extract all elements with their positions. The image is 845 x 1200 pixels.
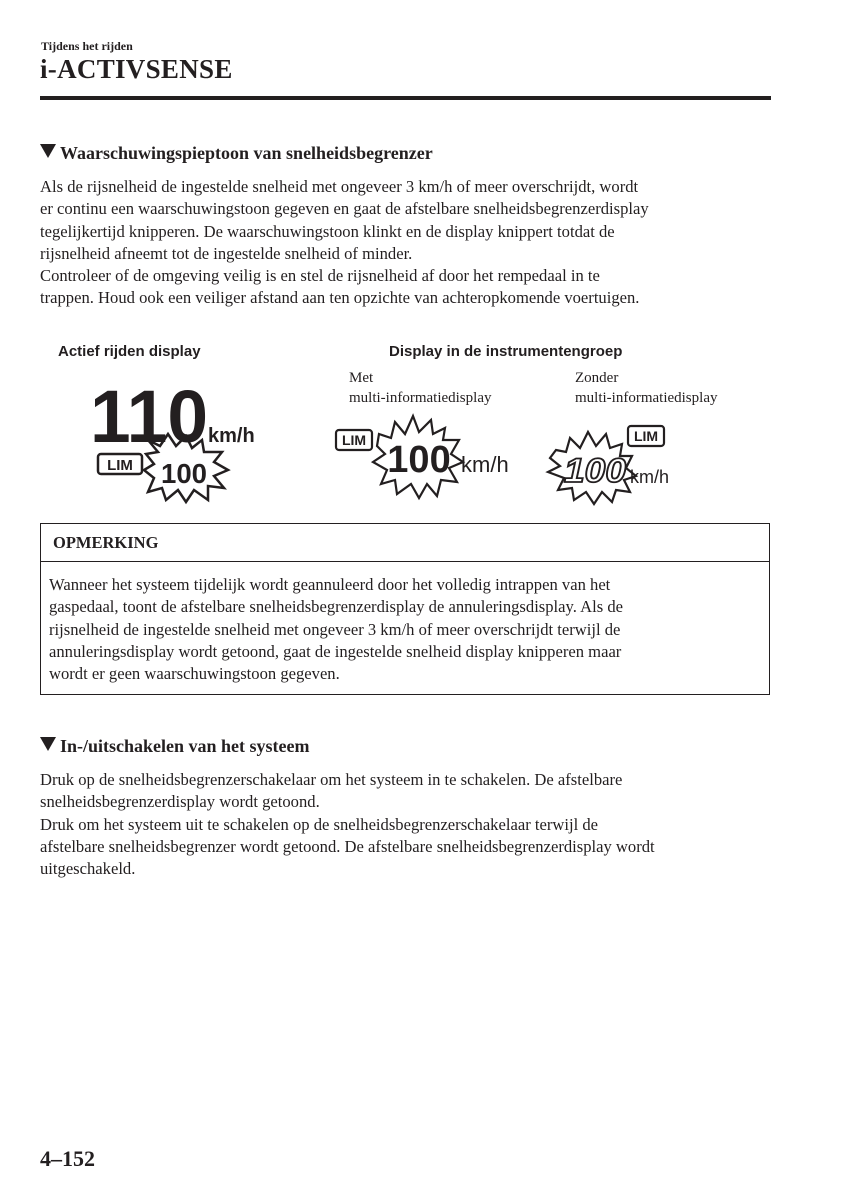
note-heading: OPMERKING <box>41 524 769 562</box>
text-line: trappen. Houd ook een veiliger afstand aan ten opzichte van achteropkomende voertuigen. <box>40 288 640 308</box>
set-speed-digits: 100 <box>161 458 207 489</box>
section-title-warning <box>40 143 433 164</box>
section-triangle-icon <box>40 737 56 751</box>
text-line: Controleer of de omgeving veilig is en stel de rijsnelheid af door het rempedaal in te <box>40 266 600 286</box>
active-driving-display-illustration <box>90 375 280 503</box>
text-line: Druk op de snelheidsbegrenzerschakelaar om het systeem in te schakelen. De afstelbare <box>40 770 623 789</box>
active-driving-label: Actief rijden display <box>58 343 201 360</box>
text-line: snelheidsbegrenzerdisplay wordt getoond. <box>40 792 320 812</box>
current-speed-unit: km/h <box>208 425 255 447</box>
without-mid-line: Zonder <box>575 370 619 386</box>
without-mid-label <box>575 368 717 408</box>
text-line: afstelbare snelheidsbegrenzer wordt getoond. De afstelbare snelheidsbegrenzerdisplay wordt <box>40 836 655 856</box>
onoff-paragraph <box>40 769 775 880</box>
text-line: annuleringsdisplay wordt getoond, gaat de ingestelde snelheid display knipperen maar <box>49 641 622 661</box>
cluster-label: Display in de instrumentengroep <box>389 343 623 360</box>
without-mid-line: multi-informatiedisplay <box>575 390 718 406</box>
section-title-text: Waarschuwingspieptoon van snelheidsbegrenzer <box>60 143 433 163</box>
set-speed-digits: 100 <box>564 452 627 490</box>
running-header: Tijdens het rijden <box>41 39 133 53</box>
text-line: rijsnelheid afneemt tot de ingestelde snelheid of minder. <box>40 243 413 263</box>
with-mid-line: Met <box>349 370 374 386</box>
section-title-text: In-/uitschakelen van het systeem <box>60 736 310 756</box>
set-speed-digits: 100 <box>387 439 451 481</box>
chapter-title: i-ACTIVSENSE <box>40 54 233 84</box>
with-mid-display-illustration <box>333 410 518 502</box>
note-text <box>49 574 765 685</box>
header-rule <box>40 96 771 100</box>
set-speed-unit: km/h <box>630 467 670 487</box>
warning-paragraph <box>40 176 775 310</box>
text-line: wordt er geen waarschuwingstoon gegeven. <box>49 664 340 684</box>
text-line: Druk om het systeem uit te schakelen op de snelheidsbegrenzerschakelaar terwijl de <box>40 814 598 834</box>
text-line: uitgeschakeld. <box>40 859 136 879</box>
text-line: rijsnelheid de ingestelde snelheid met ongeveer 3 km/h of meer overschrijdt terwijl de <box>49 619 621 639</box>
section-triangle-icon <box>40 144 56 158</box>
lim-badge-text: LIM <box>107 457 133 474</box>
set-speed-unit: km/h <box>461 452 509 477</box>
text-line: gaspedaal, toont de afstelbare snelheidsbegrenzerdisplay de annuleringsdisplay. Als de <box>49 597 623 617</box>
with-mid-line: multi-informatiedisplay <box>349 390 492 406</box>
lim-badge-text: LIM <box>633 428 659 444</box>
text-line: Als de rijsnelheid de ingestelde snelheid met ongeveer 3 km/h of meer overschrijdt, wordt <box>40 177 639 196</box>
section-title-onoff <box>40 736 310 757</box>
lim-badge-text: LIM <box>341 432 367 448</box>
note-box <box>40 523 770 695</box>
text-line: Wanneer het systeem tijdelijk wordt geannuleerd door het volledig intrappen van het <box>49 575 611 594</box>
without-mid-display-illustration <box>540 420 700 505</box>
text-line: tegelijkertijd knipperen. De waarschuwingstoon klinkt en de display knippert totdat de <box>40 221 615 241</box>
text-line: er continu een waarschuwingstoon gegeven en gaat de afstelbare snelheidsbegrenzerdisplay <box>40 199 649 219</box>
current-speed-digits: 110 <box>90 375 208 458</box>
page-number: 4–152 <box>40 1146 95 1171</box>
with-mid-label <box>349 368 491 408</box>
